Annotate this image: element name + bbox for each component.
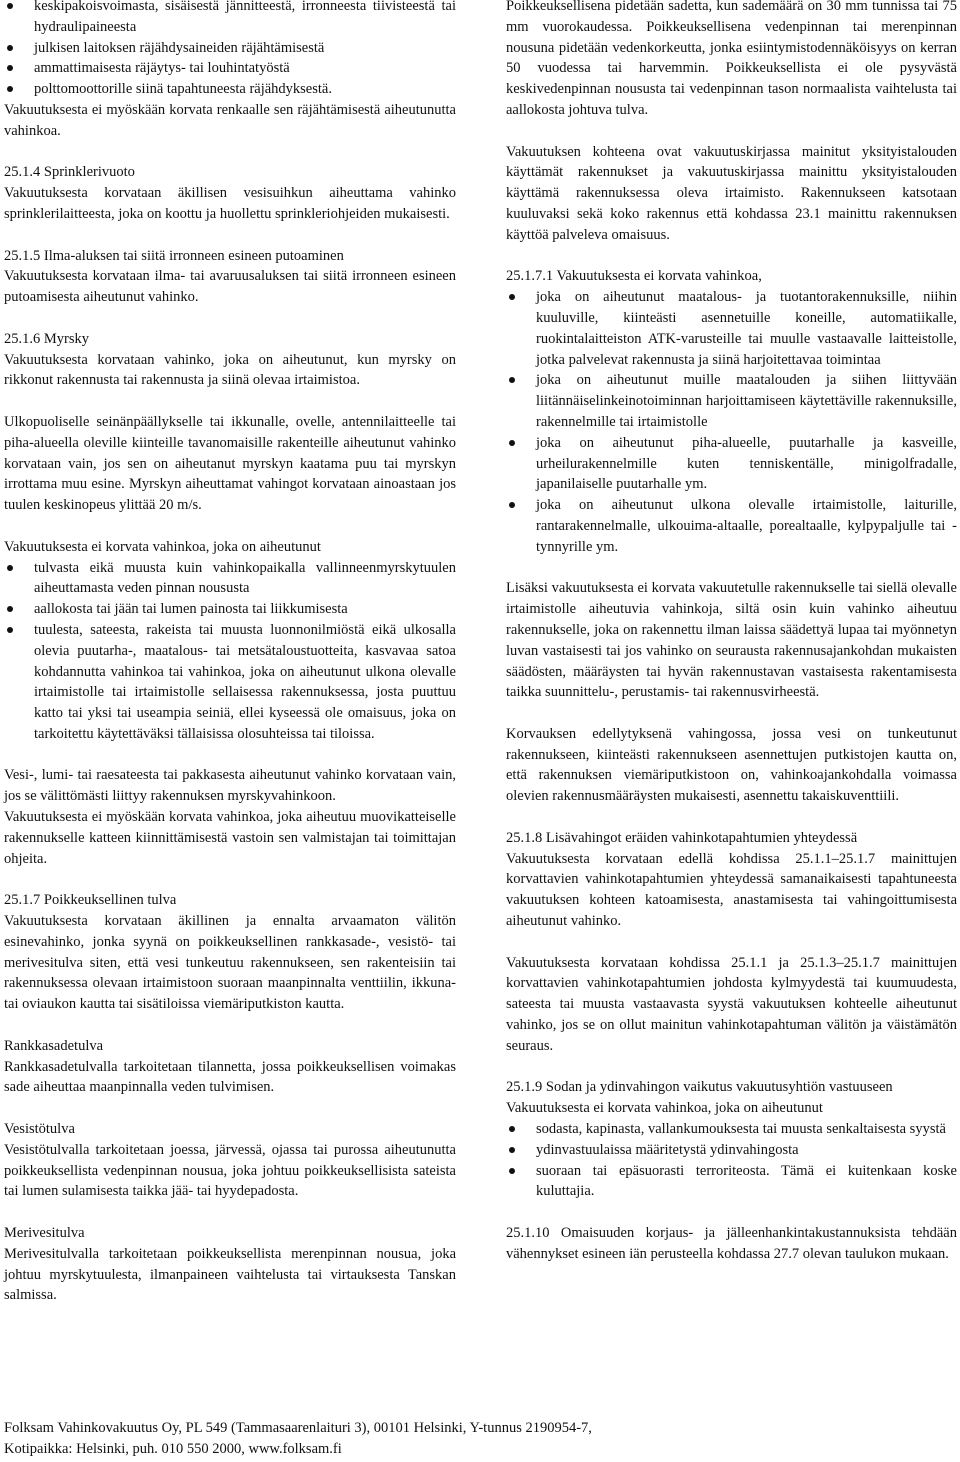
list-item: joka on aiheutunut piha-alueelle, puutarhalle ja kasveille, urheilurakennelmille kuten tenniskentälle, minigolfradalle, japanilaiselle puutarhalle ym. — [506, 433, 957, 495]
intro-bullet-list — [4, 0, 456, 100]
section-text: Vakuutuksesta korvataan vahinko, joka on aiheutunut, kun myrsky on rikkonut rakennusta tai rakennusta ja siinä olevaa irtaimistoa. — [4, 351, 456, 389]
section-25-1-5 — [4, 246, 456, 308]
flood-definition-paragraph: Poikkeuksellisena pidetään sadetta, kun sademäärä on 30 mm tunnissa tai 75 mm vuorokaudessa. Poikkeuksellisena vedenpinnan tai merenpinnan nousuna pidetään vedenkorkeutta, jonka esiintymistodennäköisyys on kerran 50 vuodessa tai harvemmin. Poikkeuksellista ei ole pysyvästä keskivedenpinnan noususta tai vedenpinnan tason normaalista vaihtelusta tai aallokosta johtuva tulva. — [506, 0, 957, 118]
insured-object-paragraph: Vakuutuksen kohteena ovat vakuutuskirjassa mainitut yksityistalouden käyttämät rakennukset ja vakuutuskirjassa mainittu yksityistalouden käyttämä rakennuksessa oleva irtaimisto. Rakennukseen katsotaan kuuluvaksi sekä koko rakennus että kohdassa 23.1 mainittu rakennuksen käyttöä palveleva omaisuus. — [506, 143, 957, 243]
footer-contact-line: Kotipaikka: Helsinki, puh. 010 550 2000, www.folksam.fi — [4, 1440, 342, 1457]
section-heading: 25.1.5 Ilma-aluksen tai siitä irronneen esineen putoaminen — [4, 247, 344, 264]
bullet-icon — [7, 627, 13, 633]
list-item: keskipakoisvoimasta, sisäisestä jännitteestä, irronneesta tiivisteestä tai hydraulipaineesta — [4, 0, 456, 38]
storm-paragraph: Ulkopuoliselle seinänpäällykselle tai ikkunalle, ovelle, antennilaitteelle tai piha-alueella oleville kiinteille tavanomaisille rakenteille aiheutunut vahinko korvataan vain, jos sen on aiheutanut myrskyn kaatama puu tai myrskyn irrottama muu esine. Myrskyn aiheuttamat vahingot korvataan ainoastaan jos tuulen keskinopeus ylittää 20 m/s. — [4, 413, 456, 514]
exclusions-bullet-list — [4, 558, 456, 745]
list-item: tuulesta, sateesta, rakeista tai muusta luonnonilmiöstä eikä ulkosalla olevia puutarha-, maatalous- tai metsätaloustuotteita, kasvavaa satoa kohdannutta vahinkoa tai vahinkoa, joka on aiheutunut ulkona olevalle irtaimistolle tai irtaimistolle sellaisessa rakennuksessa, josta puuttuu katto tai yksi tai useampia seiniä, ellei kyseessä ole omaisuus, joka on tarkoitettu käytettäväksi tällaisissa olosuhteissa tai tiloissa. — [4, 620, 456, 745]
bullet-icon — [7, 3, 13, 9]
section-text: Rankkasadetulvalla tarkoitetaan tilannetta, jossa poikkeuksellisen voimakas sade aiheuttaa maanpinnalla veden tulvimisen. — [4, 1058, 456, 1096]
section-heading: 25.1.7.1 Vakuutuksesta ei korvata vahinkoa, — [506, 268, 762, 285]
bullet-icon — [509, 294, 515, 300]
storm-paragraph-2: Vesi-, lumi- tai raesateesta tai pakkasesta aiheutunut vahinko korvataan vain, jos se välittömästi liittyy rakennuksen myrskyvahinkoon. Vakuutuksesta ei myöskään korvata vahinkoa, joka aiheutuu muovikatteiselle rakennukselle katteen kiinnittämisestä vastoin sen valmistajan tai toimittajan ohjeita. — [4, 767, 456, 867]
section-25-1-7-1 — [506, 266, 957, 557]
footer-company-line: Folksam Vahinkovakuutus Oy, PL 549 (Tammasaarenlaituri 3), 00101 Helsinki, Y-tunnus 2190954-7, — [4, 1420, 592, 1436]
section-text: Vakuutuksesta korvataan äkillinen ja ennalta arvaamaton välitön esinevahinko, jonka syynä on poikkeuksellinen rankkasade-, vesistö- tai merivesitulva siten, että vesi tunkeutuu rakennukseen, sen rakenteisiin tai rakennuksessa olevaan irtaimistoon suoraan maanpinnalta venttiilin, ikkuna- tai oviaukon kautta tai sisätiloissa viemäriputkiston kautta. — [4, 913, 456, 1013]
section-25-1-10: 25.1.10 Omaisuuden korjaus- ja jälleenhankintakustannuksista tehdään vähennykset esineen iän perusteella kohdassa 27.7 olevan taulukon mukaan. — [506, 1225, 957, 1262]
additional-exclusions-paragraph: Lisäksi vakuutuksesta ei korvata vakuutetulle rakennukselle tai siellä olevalle irtaimistolle aiheutuvia vahinkoja, siltä osin kuin vahinko aiheutuu rakennukselle, joka on rakennettu ilman laissa säädettyä lupaa tai myönnetyn luvan vastaisesti tai jos vahinko on seurausta rakennusajankohdan mukaisten säädösten, määräysten tai hyvän rakennustavan vastaisesta rakentamisesta taikka suunnittelu-, perustamis- tai rakennusvirheestä. — [506, 580, 957, 701]
bullet-icon — [509, 1126, 515, 1132]
bullet-icon — [7, 45, 13, 51]
section-25-1-8 — [506, 828, 957, 932]
list-item: ammattimaisesta räjäytys- tai louhintatyöstä — [4, 58, 456, 79]
section-heading: Merivesitulva — [4, 1225, 85, 1242]
bullet-icon — [509, 1168, 515, 1174]
section-heading: Rankkasadetulva — [4, 1037, 104, 1054]
valve-requirement-paragraph: Korvauksen edellytyksenä vahingossa, jossa vesi on tunkeutunut rakennukseen, kiinteästi rakennukseen asennettujen putkistojen kautta on, että rakennuksen viemäriputkistoon on, vahinkoajankohdalla voimassa olevien rakennusmääräysten mukaisesti, asennettu takaiskuventtiili. — [506, 725, 957, 805]
section-text: Vesistötulvalla tarkoitetaan joessa, järvessä, ojassa tai purossa aiheutunutta poikkeuksellista vedenpinnan nousua, joka johtuu poikkeuksellisista sateista tai lumen sulamisesta taikka jää- tai hyydepadosta. — [4, 1141, 456, 1200]
list-item: joka on aiheutunut muille maatalouden ja siihen liittyvään liitännäiselinkeinotoiminnan harjoittamiseen käytettäville rakennuksille, rakennelmille tai irtaimistolle — [506, 370, 957, 432]
list-item: joka on aiheutunut maatalous- ja tuotantorakennuksille, niihin kuuluville, kiinteästi asennetuille koneille, automatiikalle, ruokintalaitteiston ATK-varusteille tai muulle vastaavalle laitteistolle, jotka palvelevat rakennusta ja siinä harjoitettavaa toimintaa — [506, 287, 957, 370]
section-text: Vakuutuksesta korvataan edellä kohdissa 25.1.1–25.1.7 mainittujen korvattavien vahinkotapahtumien yhteydessä samanaikaisesti tapahtuneesta vakuutuksen kohteen katoamisesta, anastamisesta tai vahingoittumisesta aiheutunut vahinko. — [506, 850, 957, 930]
rankkasadetulva-definition — [4, 1036, 456, 1098]
section-text: Vakuutuksesta korvataan ilma- tai avaruusaluksen tai siitä irronneen esineen putoamisesta aiheutunut vahinko. — [4, 268, 456, 306]
exclusions-intro: Vakuutuksesta ei korvata vahinkoa, joka on aiheutunut — [4, 538, 321, 555]
section-heading: 25.1.9 Sodan ja ydinvahingon vaikutus vakuutusyhtiön vastuuseen — [506, 1079, 893, 1096]
war-exclusions-bullet-list — [506, 1119, 957, 1202]
section-25-1-7 — [4, 890, 456, 1015]
bullet-icon — [509, 440, 515, 446]
consequential-damage-paragraph: Vakuutuksesta korvataan kohdissa 25.1.1 ja 25.1.3–25.1.7 mainittujen korvattavien vahinkotapahtumien johdosta kylmyydestä tai kuumuudesta, sateesta tai muusta vastaavasta syystä vakuutuksen kohteelle aiheutunut vahinko, jos se on ollut mainitun vahinkotapahtuman välitön ja väistämätön seuraus. — [506, 954, 957, 1054]
list-item: aallokosta tai jään tai lumen painosta tai liikkumisesta — [4, 599, 456, 620]
list-item: tulvasta eikä muusta kuin vahinkopaikalla vallinneenmyrskytuulen aiheuttamasta veden pinnan noususta — [4, 558, 456, 600]
section-25-1-9 — [506, 1077, 957, 1202]
section-text: Merivesitulvalla tarkoitetaan poikkeuksellista merenpinnan nousua, joka johtuu myrskytuulesta, ilmanpaineen vaihtelusta tai virtauksesta Tanskan salmissa. — [4, 1245, 456, 1304]
section-intro: Vakuutuksesta ei korvata vahinkoa, joka on aiheutunut — [506, 1100, 823, 1117]
section-heading: 25.1.4 Sprinklerivuoto — [4, 164, 135, 181]
list-item: suoraan tai epäsuorasti terroriteosta. Tämä ei kuitenkaan koske kuluttajia. — [506, 1161, 957, 1203]
list-item: polttomoottorille siinä tapahtuneesta räjähdyksestä. — [4, 79, 456, 100]
bullet-icon — [7, 86, 13, 92]
list-item: sodasta, kapinasta, vallankumouksesta tai muusta senkaltaisesta syystä — [506, 1119, 957, 1140]
section-text: Vakuutuksesta korvataan äkillisen vesisuihkun aiheuttama vahinko sprinklerilaitteesta, joka on koottu ja huollettu sprinkleriohjeiden mukaisesti. — [4, 185, 456, 222]
left-column — [4, 0, 456, 1327]
section-25-1-4 — [4, 162, 456, 224]
intro-note: Vakuutuksesta ei myöskään korvata renkaalle sen räjähtämisestä aiheutunutta vahinkoa. — [4, 101, 456, 139]
page-footer — [4, 1418, 956, 1460]
bullet-icon — [7, 565, 13, 571]
section-25-1-6 — [4, 329, 456, 391]
list-item: joka on aiheutunut ulkona olevalle irtaimistolle, laiturille, rantarakennelmalle, ulkouima-altaalle, porealtaalle, kylpypaljulle tai -tynnyrille ym. — [506, 495, 957, 557]
section-heading: 25.1.6 Myrsky — [4, 330, 89, 347]
vesistotulva-definition — [4, 1119, 456, 1202]
list-item: julkisen laitoksen räjähdysaineiden räjähtämisestä — [4, 38, 456, 59]
storm-exclusions — [4, 537, 456, 745]
bullet-icon — [509, 377, 515, 383]
bullet-icon — [7, 65, 13, 71]
merivesitulva-definition — [4, 1223, 456, 1306]
bullet-icon — [7, 606, 13, 612]
list-item: ydinvastuulaissa määritetystä ydinvahingosta — [506, 1140, 957, 1161]
section-heading: 25.1.7 Poikkeuksellinen tulva — [4, 892, 177, 909]
section-heading: Vesistötulva — [4, 1121, 75, 1138]
bullet-icon — [509, 1147, 515, 1153]
section-heading: 25.1.8 Lisävahingot eräiden vahinkotapahtumien yhteydessä — [506, 829, 858, 846]
right-column — [506, 0, 957, 1285]
bullet-icon — [509, 502, 515, 508]
exclusions-bullet-list — [506, 287, 957, 557]
